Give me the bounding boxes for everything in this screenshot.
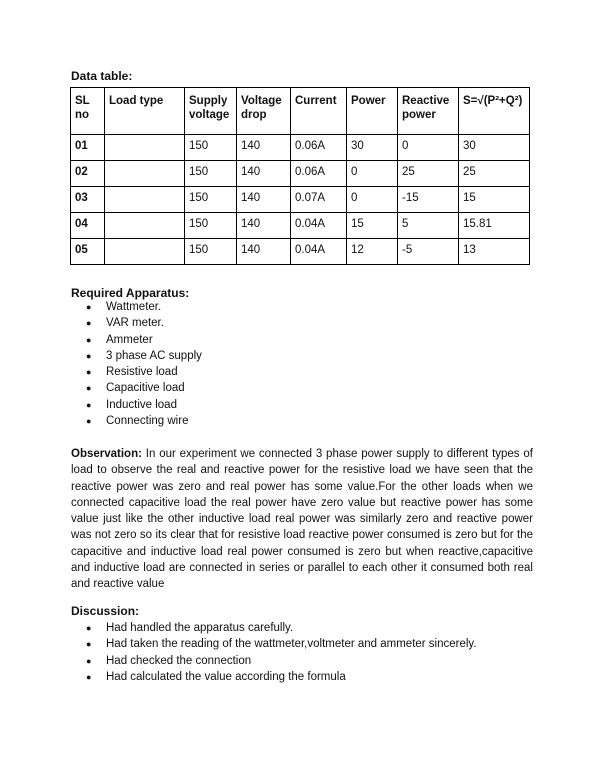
table-row xyxy=(71,135,530,161)
cell-current: 0.04A xyxy=(291,239,347,265)
cell-voltage-drop: 140 xyxy=(237,213,291,239)
cell-sl-no: 05 xyxy=(71,239,105,265)
data-table-title: Data table: xyxy=(71,69,133,83)
cell-reactive-power: 5 xyxy=(398,213,459,239)
cell-voltage-drop: 140 xyxy=(237,161,291,187)
header-apparent-power: S=√(P²+Q²) xyxy=(459,88,530,135)
table-row xyxy=(71,161,530,187)
table-row xyxy=(71,239,530,265)
discussion-title: Discussion: xyxy=(71,604,140,618)
header-load-type: Load type xyxy=(105,88,185,135)
cell-voltage-drop: 140 xyxy=(237,239,291,265)
cell-apparent-power: 25 xyxy=(459,161,530,187)
cell-power: 0 xyxy=(347,161,398,187)
header-power: Power xyxy=(347,88,398,135)
table-row xyxy=(71,187,530,213)
cell-load-type xyxy=(105,161,185,187)
cell-reactive-power: -5 xyxy=(398,239,459,265)
list-item: ● Ammeter xyxy=(86,332,202,348)
cell-sl-no: 01 xyxy=(71,135,105,161)
cell-supply-voltage: 150 xyxy=(185,161,237,187)
list-item: ● Had calculated the value according the formula xyxy=(86,669,477,685)
header-voltage-drop: Voltage drop xyxy=(237,88,291,135)
list-item: ● Wattmeter. xyxy=(86,299,202,315)
header-reactive-power: Reactive power xyxy=(398,88,459,135)
cell-apparent-power: 15 xyxy=(459,187,530,213)
cell-power: 12 xyxy=(347,239,398,265)
observation-paragraph xyxy=(71,446,533,593)
cell-load-type xyxy=(105,213,185,239)
cell-supply-voltage: 150 xyxy=(185,213,237,239)
list-item: ● 3 phase AC supply xyxy=(86,348,202,364)
cell-current: 0.06A xyxy=(291,135,347,161)
observation-label: Observation: xyxy=(71,448,142,460)
cell-supply-voltage: 150 xyxy=(185,135,237,161)
cell-load-type xyxy=(105,135,185,161)
cell-supply-voltage: 150 xyxy=(185,187,237,213)
cell-current: 0.07A xyxy=(291,187,347,213)
apparatus-title: Required Apparatus: xyxy=(71,286,190,300)
cell-supply-voltage: 150 xyxy=(185,239,237,265)
cell-voltage-drop: 140 xyxy=(237,135,291,161)
header-sl-no: SL no xyxy=(71,88,105,135)
list-item: ● Had checked the connection xyxy=(86,653,477,669)
cell-current: 0.04A xyxy=(291,213,347,239)
cell-apparent-power: 15.81 xyxy=(459,213,530,239)
apparatus-list xyxy=(86,299,202,429)
list-item: ● Connecting wire xyxy=(86,413,202,429)
header-current: Current xyxy=(291,88,347,135)
table-header-row xyxy=(71,88,530,135)
cell-sl-no: 02 xyxy=(71,161,105,187)
cell-load-type xyxy=(105,239,185,265)
cell-reactive-power: -15 xyxy=(398,187,459,213)
cell-load-type xyxy=(105,187,185,213)
cell-sl-no: 04 xyxy=(71,213,105,239)
cell-power: 0 xyxy=(347,187,398,213)
header-supply-voltage: Supply voltage xyxy=(185,88,237,135)
list-item: ● Capacitive load xyxy=(86,380,202,396)
cell-power: 30 xyxy=(347,135,398,161)
cell-current: 0.06A xyxy=(291,161,347,187)
list-item: ● Had taken the reading of the wattmeter,voltmeter and ammeter sincerely. xyxy=(86,636,477,652)
list-item: ● VAR meter. xyxy=(86,315,202,331)
data-table xyxy=(70,87,530,265)
list-item: ● Had handled the apparatus carefully. xyxy=(86,620,477,636)
cell-reactive-power: 0 xyxy=(398,135,459,161)
cell-apparent-power: 30 xyxy=(459,135,530,161)
cell-voltage-drop: 140 xyxy=(237,187,291,213)
cell-power: 15 xyxy=(347,213,398,239)
cell-apparent-power: 13 xyxy=(459,239,530,265)
cell-sl-no: 03 xyxy=(71,187,105,213)
cell-reactive-power: 25 xyxy=(398,161,459,187)
discussion-list xyxy=(86,620,477,685)
observation-text: In our experiment we connected 3 phase power supply to different types of load to observe the real and reactive power for the resistive load we have seen that the reactive power was zero and real power has some value.For the other loads when we connected capacitive load the real power have zero value but reactive power has some value just like the other inductive load real power was similarly zero and reactive power was not zero so its clear that for resistive load reactive power consumed is zero but for the capacitive and inductive load real power consumed is zero but when reactive,capacitive and inductive load are connected in series or parallel to each other it consumed both real and reactive value xyxy=(71,448,533,591)
table-row xyxy=(71,213,530,239)
list-item: ● Resistive load xyxy=(86,364,202,380)
list-item: ● Inductive load xyxy=(86,397,202,413)
